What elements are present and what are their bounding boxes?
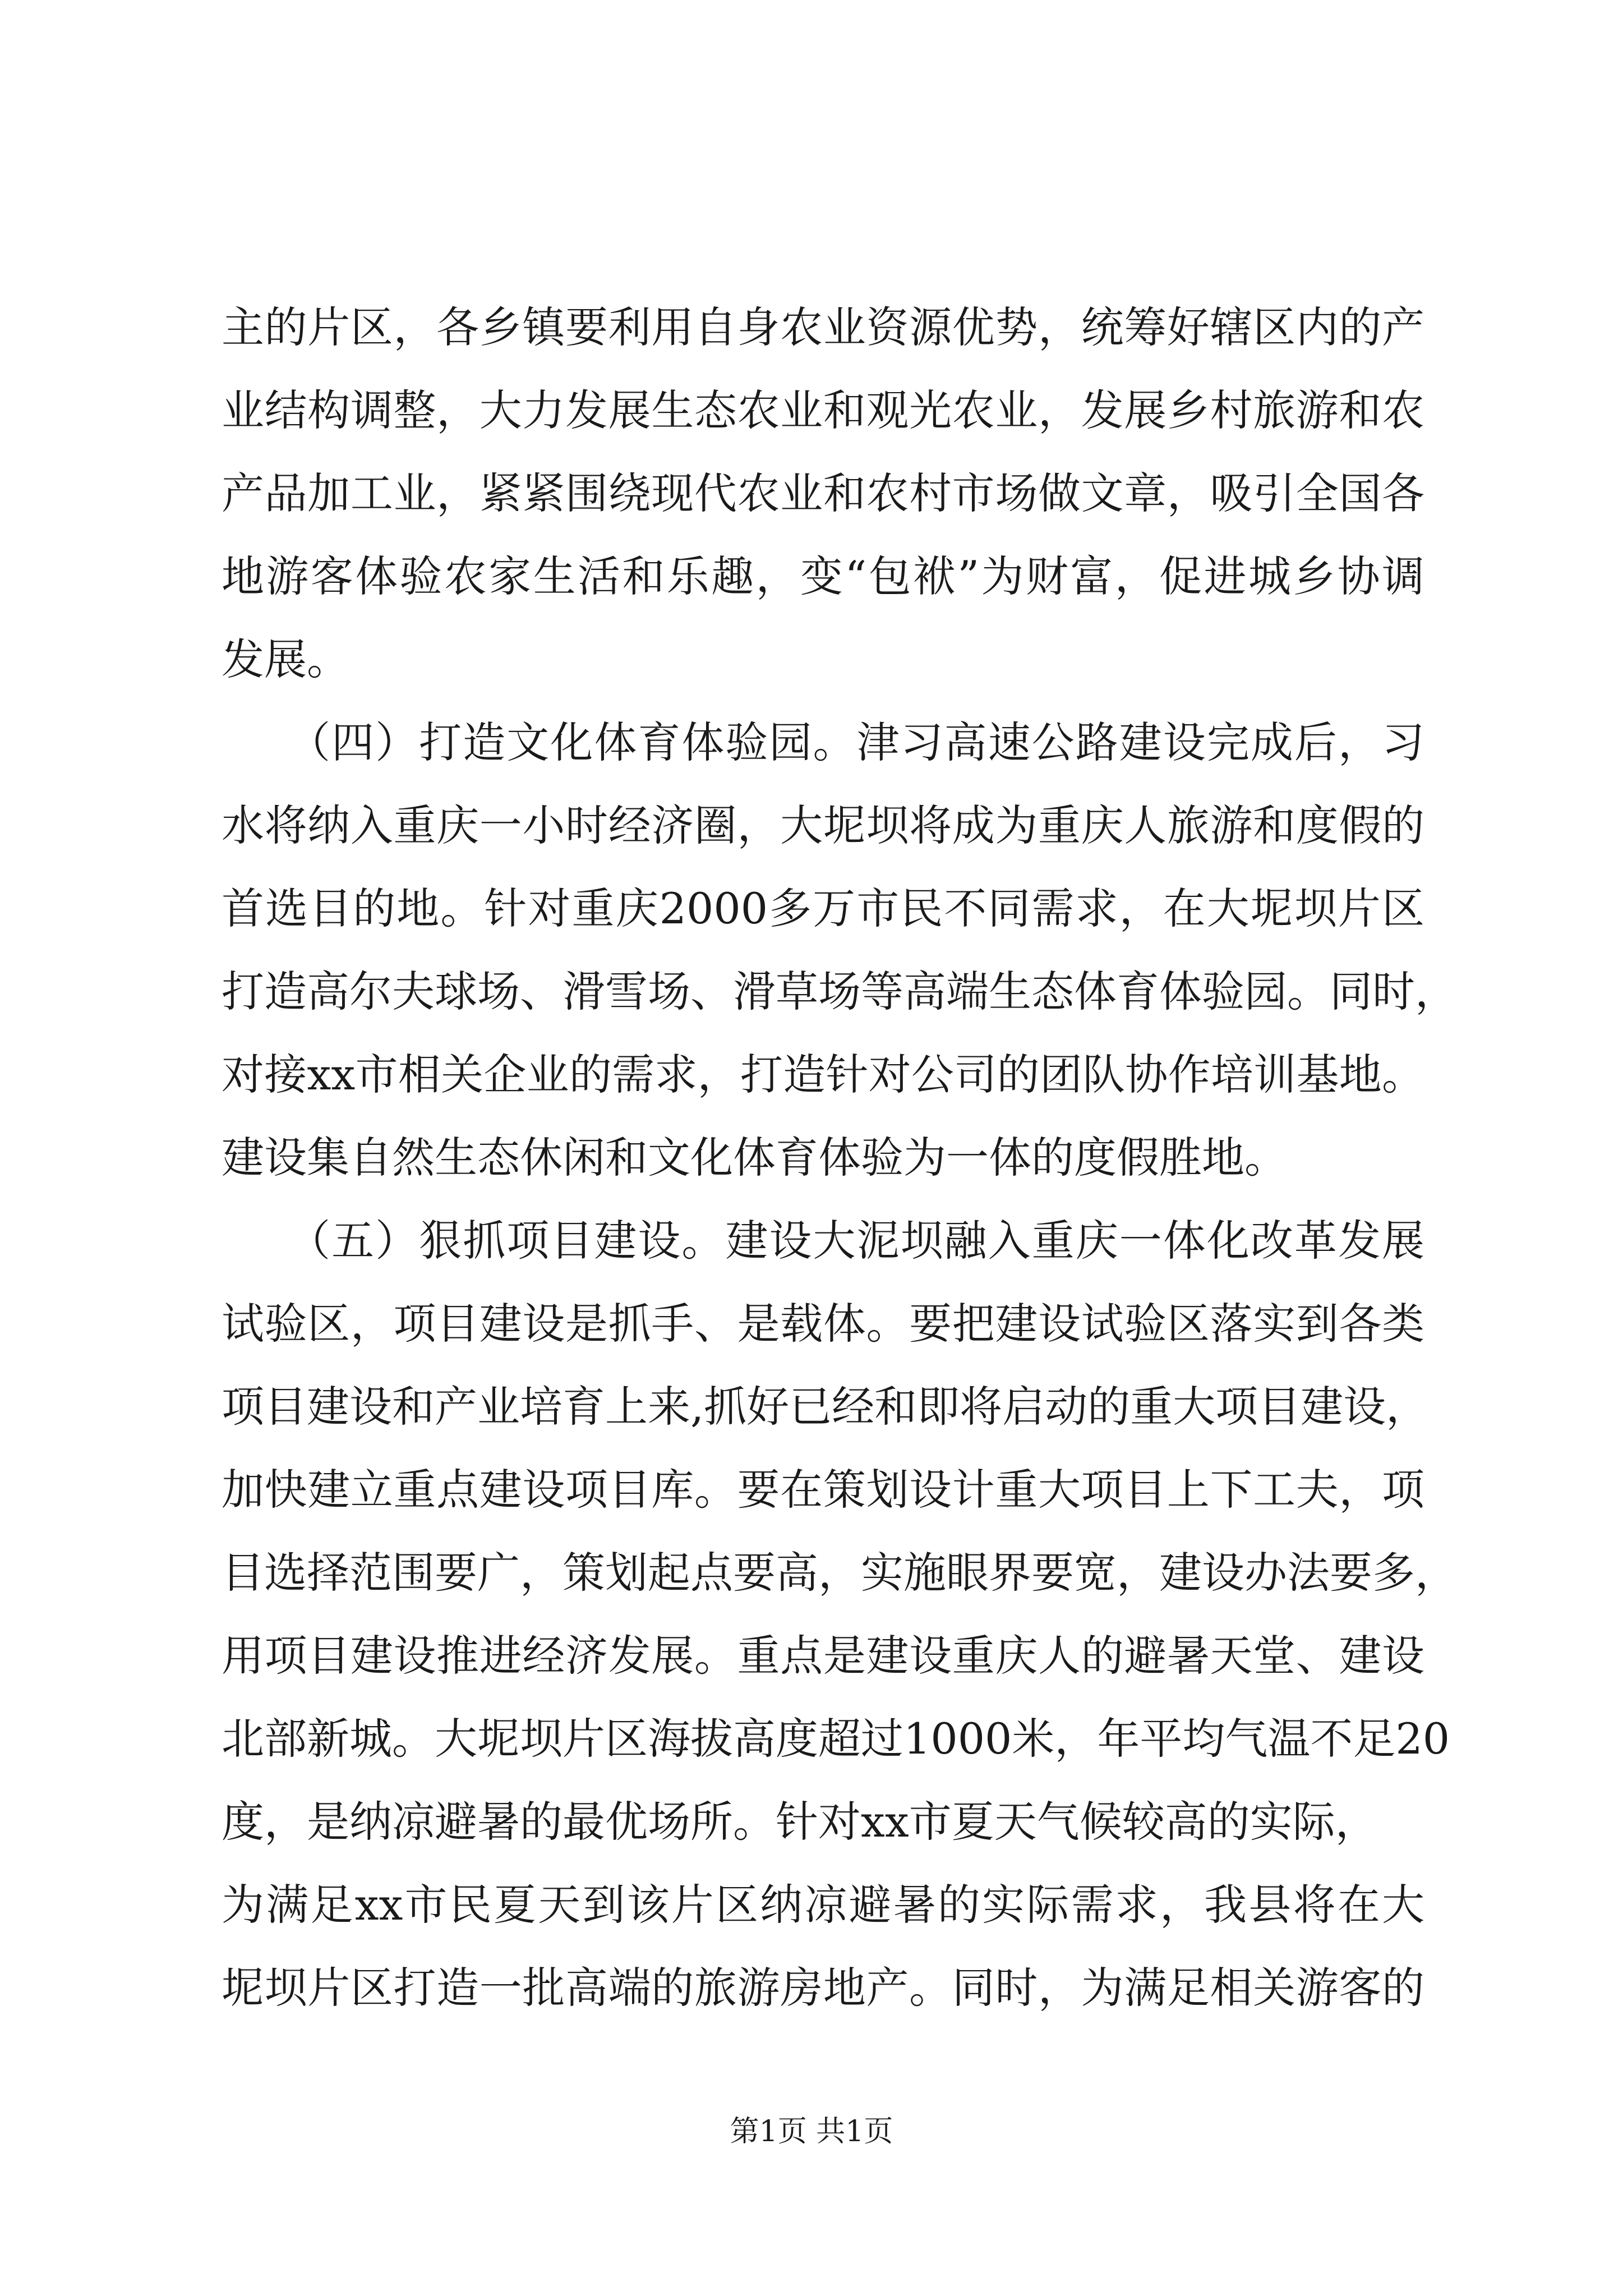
text-line: 首选目的地。针对重庆2000多万市民不同需求，在大坭坝片区 bbox=[222, 884, 1424, 933]
text-line: （四）打造文化体育体验园。津习高速公路建设完成后，习 bbox=[222, 717, 1424, 767]
text-line: 试验区，项目建设是抓手、是载体。要把建设试验区落实到各类 bbox=[222, 1299, 1424, 1349]
text-line: 产品加工业，紧紧围绕现代农业和农村市场做文章，吸引全国各 bbox=[222, 468, 1424, 518]
page-footer: 第1页 共1页 bbox=[730, 2115, 893, 2148]
text-line: 北部新城。大坭坝片区海拔高度超过1000米，年平均气温不足20 bbox=[222, 1714, 1450, 1764]
text-line: （五）狠抓项目建设。建设大泥坝融入重庆一体化改革发展 bbox=[222, 1216, 1424, 1266]
text-line: 业结构调整，大力发展生态农业和观光农业，发展乡村旅游和农 bbox=[222, 385, 1424, 435]
text-line: 水将纳入重庆一小时经济圈，大坭坝将成为重庆人旅游和度假的 bbox=[222, 800, 1424, 850]
text-line: 加快建立重点建设项目库。要在策划设计重大项目上下工夫，项 bbox=[222, 1465, 1424, 1515]
text-line: 地游客体验农家生活和乐趣，变“包袱”为财富，促进城乡协调 bbox=[222, 551, 1424, 601]
text-line: 发展。 bbox=[222, 634, 349, 684]
text-line: 对接xx市相关企业的需求，打造针对公司的团队协作培训基地。 bbox=[222, 1050, 1424, 1099]
text-line: 项目建设和产业培育上来,抓好已经和即将启动的重大项目建设， bbox=[222, 1382, 1429, 1432]
text-line: 为满足xx市民夏天到该片区纳凉避暑的实际需求，我县将在大 bbox=[222, 1880, 1424, 1930]
text-line: 打造高尔夫球场、滑雪场、滑草场等高端生态体育体验园。同时， bbox=[222, 967, 1458, 1016]
document-body bbox=[222, 286, 1458, 2030]
text-line: 目选择范围要广，策划起点要高，实施眼界要宽，建设办法要多， bbox=[222, 1548, 1458, 1598]
text-line: 坭坝片区打造一批高端的旅游房地产。同时，为满足相关游客的 bbox=[222, 1963, 1424, 2013]
text-line: 度，是纳凉避暑的最优场所。针对xx市夏天气候较高的实际， bbox=[222, 1797, 1378, 1847]
text-line: 用项目建设推进经济发展。重点是建设重庆人的避暑天堂、建设 bbox=[222, 1631, 1424, 1681]
text-line: 主的片区，各乡镇要利用自身农业资源优势，统筹好辖区内的产 bbox=[222, 302, 1424, 352]
text-line: 建设集自然生态休闲和文化体育体验为一体的度假胜地。 bbox=[222, 1133, 1287, 1182]
